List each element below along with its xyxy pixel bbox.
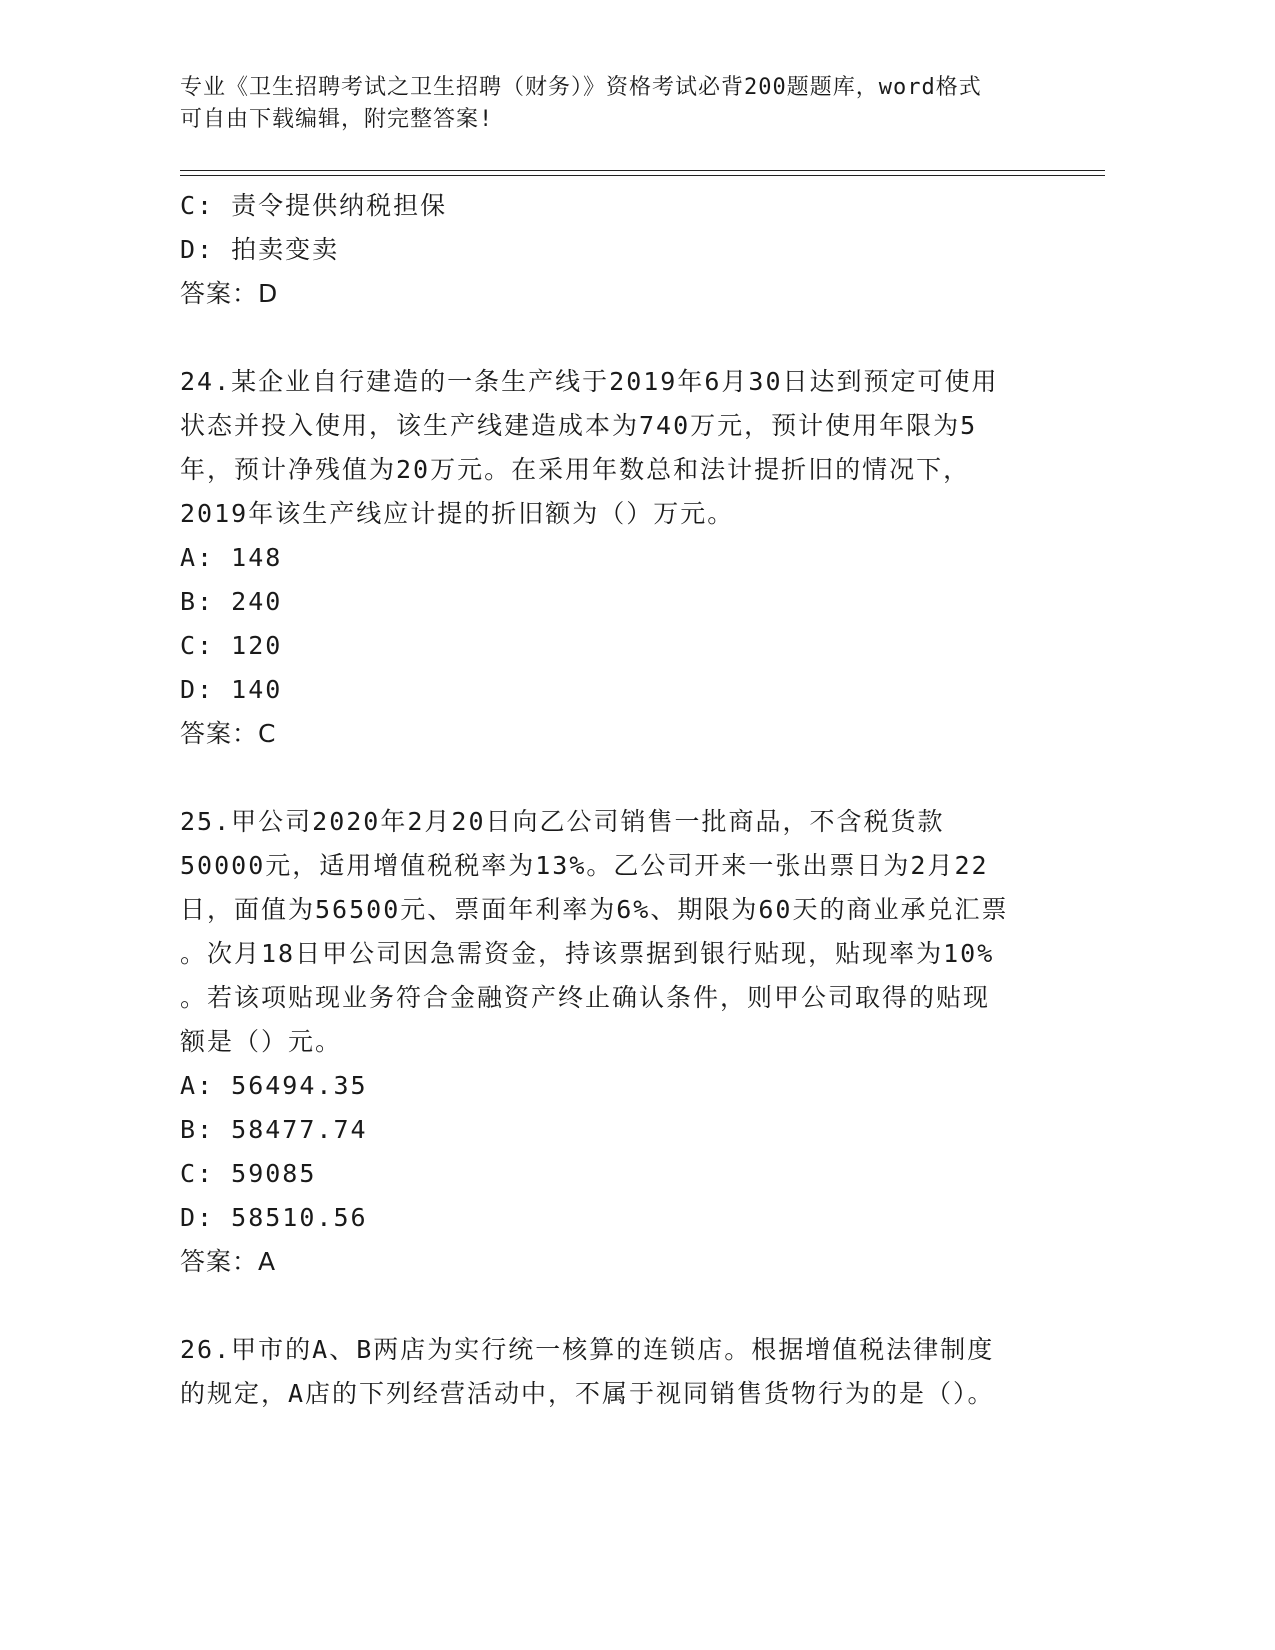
option-c: C: 59085 [180, 1159, 317, 1188]
question-23-tail [180, 184, 1060, 316]
header-rule-top [180, 170, 1105, 171]
header-rule-bottom [180, 175, 1105, 176]
question-text-line: 25.甲公司2020年2月20日向乙公司销售一批商品，不含税货款 [180, 807, 945, 836]
question-25 [180, 800, 1060, 1284]
question-text-line: 2019年该生产线应计提的折旧额为（）万元。 [180, 499, 735, 528]
question-text-line: 日，面值为56500元、票面年利率为6%、期限为60天的商业承兑汇票 [180, 895, 1009, 924]
question-text-line: 。若该项贴现业务符合金融资产终止确认条件，则甲公司取得的贴现 [180, 983, 991, 1012]
question-text-line: 24.某企业自行建造的一条生产线于2019年6月30日达到预定可使用 [180, 367, 999, 396]
question-text-line: 26.甲市的A、B两店为实行统一核算的连锁店。根据增值税法律制度 [180, 1335, 995, 1364]
header-line-1: 专业《卫生招聘考试之卫生招聘（财务）》资格考试必背200题题库，word格式 [180, 75, 982, 100]
document-body [180, 184, 1060, 1416]
document-header [180, 72, 1060, 136]
option-b: B: 58477.74 [180, 1115, 368, 1144]
option-b: B: 240 [180, 587, 283, 616]
option-d: D: 58510.56 [180, 1203, 368, 1232]
question-text-line: 的规定，A店的下列经营活动中，不属于视同销售货物行为的是（）。 [180, 1379, 995, 1408]
question-24 [180, 360, 1060, 756]
option-d: D: 140 [180, 675, 283, 704]
option-d: D: 拍卖变卖 [180, 235, 340, 264]
question-26 [180, 1328, 1060, 1416]
option-a: A: 148 [180, 543, 283, 572]
answer: 答案：C [180, 719, 277, 748]
spacer [180, 756, 1060, 800]
answer: 答案：D [180, 279, 279, 308]
spacer [180, 1284, 1060, 1328]
question-text-line: 年，预计净残值为20万元。在采用年数总和法计提折旧的情况下， [180, 455, 971, 484]
question-text-line: 。次月18日甲公司因急需资金，持该票据到银行贴现，贴现率为10% [180, 939, 995, 968]
option-c: C: 责令提供纳税担保 [180, 191, 448, 220]
spacer [180, 316, 1060, 360]
question-text-line: 状态并投入使用，该生产线建造成本为740万元，预计使用年限为5 [180, 411, 978, 440]
question-text-line: 额是（）元。 [180, 1027, 343, 1056]
header-line-2: 可自由下载编辑，附完整答案! [180, 107, 494, 132]
option-a: A: 56494.35 [180, 1071, 368, 1100]
option-c: C: 120 [180, 631, 283, 660]
question-text-line: 50000元，适用增值税税率为13%。乙公司开来一张出票日为2月22 [180, 851, 989, 880]
answer: 答案：A [180, 1247, 277, 1276]
